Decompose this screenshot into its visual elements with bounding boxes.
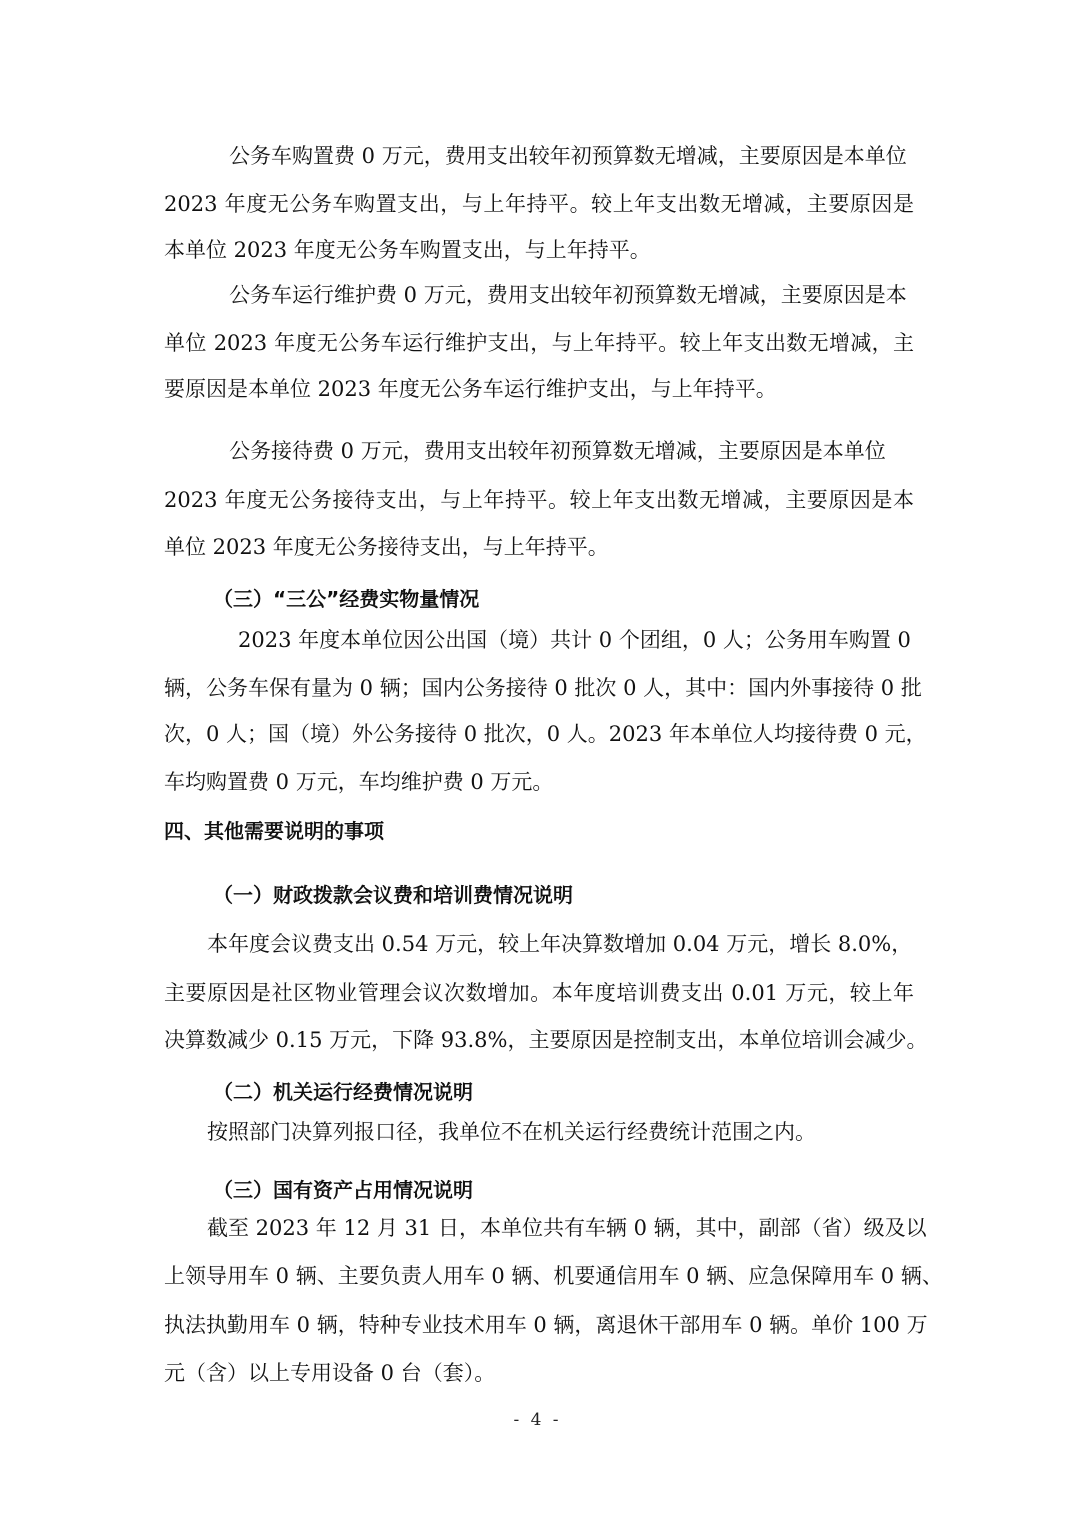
para-meeting-line-3: 决算数减少 0.15 万元，下降 93.8%，主要原因是控制支出，本单位培训会减少。 [164,1028,928,1052]
para-reception-line-1: 公务接待费 0 万元，费用支出较年初预算数无增减，主要原因是本单位 [229,439,886,463]
para-sangong-line-1: 2023 年度本单位因公出国（境）共计 0 个团组，0 人；公务用车购置 0 [238,628,911,652]
heading-sangong-physical: （三）“三公”经费实物量情况 [213,587,480,611]
para-sangong-line-3: 次，0 人；国（境）外公务接待 0 批次，0 人。2023 年本单位人均接待费 0 元， [164,722,927,746]
para-vehicle-purchase-line-2: 2023 年度无公务车购置支出，与上年持平。较上年支出数无增减，主要原因是 [164,192,914,216]
heading-section-four: 四、其他需要说明的事项 [164,819,384,843]
para-assets-line-3: 执法执勤用车 0 辆，特种专业技术用车 0 辆，离退休干部用车 0 辆。单价 100 万 [164,1313,928,1337]
para-vehicle-purchase-line-3: 本单位 2023 年度无公务车购置支出，与上年持平。 [164,238,651,262]
para-assets-line-2: 上领导用车 0 辆、主要负责人用车 0 辆、机要通信用车 0 辆、应急保障用车 0 辆、 [164,1264,943,1288]
para-org-running-line-1: 按照部门决算列报口径，我单位不在机关运行经费统计范围之内。 [207,1120,816,1144]
heading-meeting-training: （一）财政拨款会议费和培训费情况说明 [213,883,573,907]
heading-state-assets: （三）国有资产占用情况说明 [213,1178,473,1202]
para-meeting-line-2: 主要原因是社区物业管理会议次数增加。本年度培训费支出 0.01 万元，较上年 [164,981,914,1005]
para-reception-line-2: 2023 年度无公务接待支出，与上年持平。较上年支出数无增减，主要原因是本 [164,488,914,512]
para-sangong-line-4: 车均购置费 0 万元，车均维护费 0 万元。 [164,770,554,794]
page-number: - 4 - [513,1410,562,1430]
para-assets-line-1: 截至 2023 年 12 月 31 日，本单位共有车辆 0 辆，其中，副部（省）级及以 [207,1216,927,1240]
para-assets-line-4: 元（含）以上专用设备 0 台（套）。 [164,1361,496,1385]
para-vehicle-maintenance-line-1: 公务车运行维护费 0 万元，费用支出较年初预算数无增减，主要原因是本 [229,283,907,307]
heading-org-running: （二）机关运行经费情况说明 [213,1080,473,1104]
para-sangong-line-2: 辆，公务车保有量为 0 辆；国内公务接待 0 批次 0 人，其中：国内外事接待 0 批 [164,676,922,700]
para-vehicle-purchase-line-1: 公务车购置费 0 万元，费用支出较年初预算数无增减，主要原因是本单位 [229,144,907,168]
para-vehicle-maintenance-line-2: 单位 2023 年度无公务车运行维护支出，与上年持平。较上年支出数无增减，主 [164,331,914,355]
para-meeting-line-1: 本年度会议费支出 0.54 万元，较上年决算数增加 0.04 万元，增长 8.0%， [207,932,913,956]
para-vehicle-maintenance-line-3: 要原因是本单位 2023 年度无公务车运行维护支出，与上年持平。 [164,377,777,401]
para-reception-line-3: 单位 2023 年度无公务接待支出，与上年持平。 [164,535,609,559]
